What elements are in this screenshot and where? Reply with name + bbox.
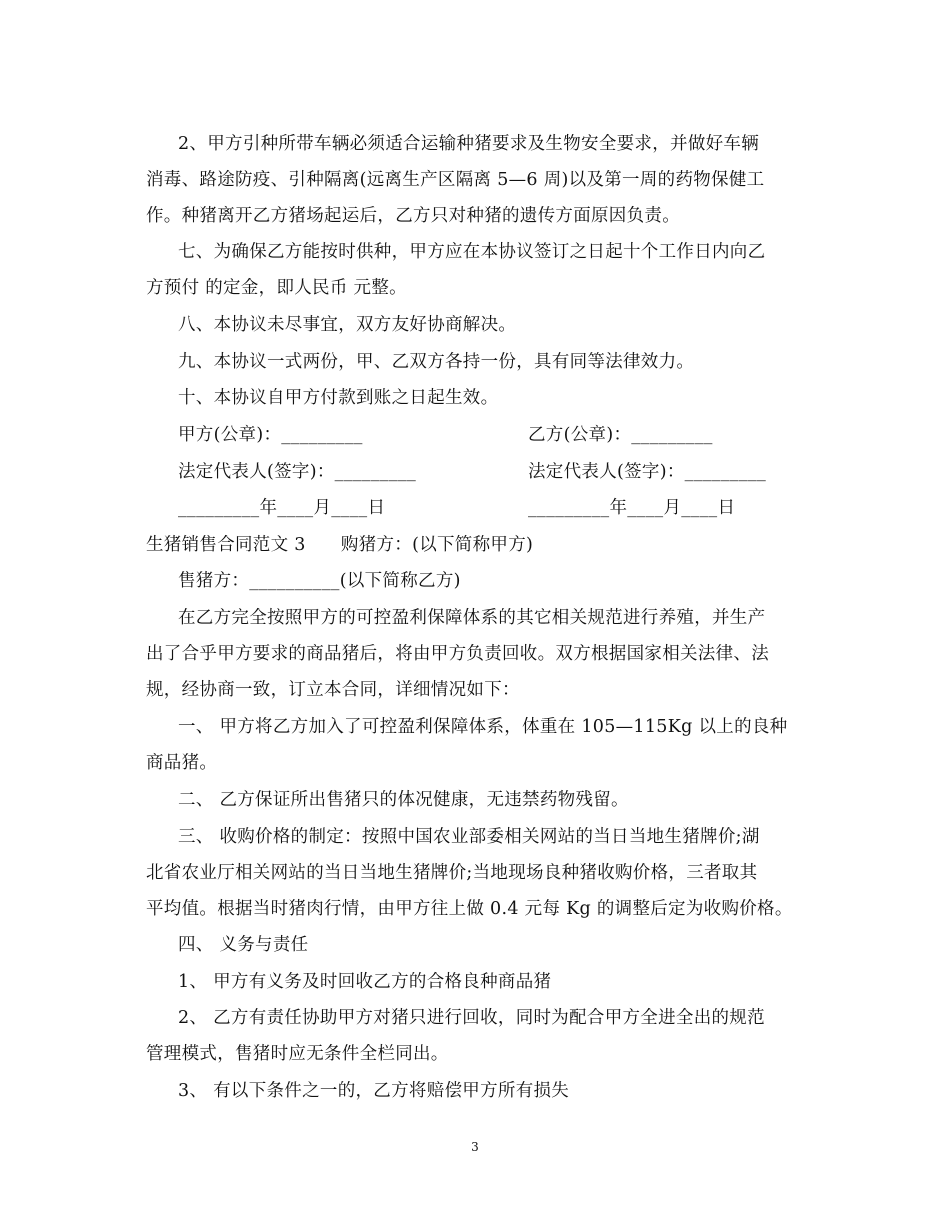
text-line: 十、本协议自甲方付款到账之日起生效。 xyxy=(178,388,499,408)
text-line: 管理模式，售猪时应无条件全栏同出。 xyxy=(146,1044,449,1064)
text-line: 2、甲方引种所带车辆必须适合运输种猪要求及生物安全要求，并做好车辆 xyxy=(178,134,760,154)
text-line: 三、 收购价格的制定：按照中国农业部委相关网站的当日当地生猪牌价;湖 xyxy=(178,827,760,847)
party-b-seal: 乙方(公章)：_________ xyxy=(528,425,713,445)
text-line: 方预付 的定金，即人民币 元整。 xyxy=(146,278,407,298)
section-heading: 生猪销售合同范文 3 购猪方：(以下简称甲方) xyxy=(146,535,534,555)
text-line: 八、本协议未尽事宜，双方友好协商解决。 xyxy=(178,315,517,335)
party-a-representative: 法定代表人(签字)：_________ xyxy=(178,462,417,482)
text-line: 3、 有以下条件之一的，乙方将赔偿甲方所有损失 xyxy=(178,1081,570,1101)
text-line: 一、 甲方将乙方加入了可控盈利保障体系，体重在 105—115Kg 以上的良种 xyxy=(178,717,788,737)
page-number: 3 xyxy=(471,1140,479,1154)
party-a-date: _________年____月____日 xyxy=(178,498,386,518)
party-b-representative: 法定代表人(签字)：_________ xyxy=(528,462,767,482)
text-line: 四、 义务与责任 xyxy=(178,935,309,955)
text-line: 2、 乙方有责任协助甲方对猪只进行回收，同时为配合甲方全进全出的规范 xyxy=(178,1008,765,1028)
text-line: 在乙方完全按照甲方的可控盈利保障体系的其它相关规范进行养殖，并生产 xyxy=(178,608,766,628)
text-line: 七、为确保乙方能按时供种，甲方应在本协议签订之日起十个工作日内向乙 xyxy=(178,242,766,262)
text-line: 二、 乙方保证所出售猪只的体况健康，无违禁药物残留。 xyxy=(178,790,629,810)
party-b-date: _________年____月____日 xyxy=(528,498,736,518)
text-line: 北省农业厅相关网站的当日当地生猪牌价;当地现场良种猪收购价格，三者取其 xyxy=(146,863,758,883)
text-line: 出了合乎甲方要求的商品猪后，将由甲方负责回收。双方根据国家相关法律、法 xyxy=(146,644,769,664)
text-line: 1、 甲方有义务及时回收乙方的合格良种商品猪 xyxy=(178,972,552,992)
text-line: 九、本协议一式两份，甲、乙双方各持一份，具有同等法律效力。 xyxy=(178,352,695,372)
text-line: 售猪方：__________(以下简称乙方) xyxy=(178,571,461,591)
text-line: 平均值。根据当时猪肉行情，由甲方往上做 0.4 元每 Kg 的调整后定为收购价格。 xyxy=(146,899,793,919)
text-line: 商品猪。 xyxy=(146,753,218,773)
text-line: 消毒、路途防疫、引种隔离(远离生产区隔离 5—6 周)以及第一周的药物保健工 xyxy=(146,170,765,190)
text-line: 规，经协商一致，订立本合同，详细情况如下： xyxy=(146,680,520,700)
text-line: 作。种猪离开乙方猪场起运后，乙方只对种猪的遗传方面原因负责。 xyxy=(146,206,680,226)
party-a-seal: 甲方(公章)：_________ xyxy=(178,425,363,445)
